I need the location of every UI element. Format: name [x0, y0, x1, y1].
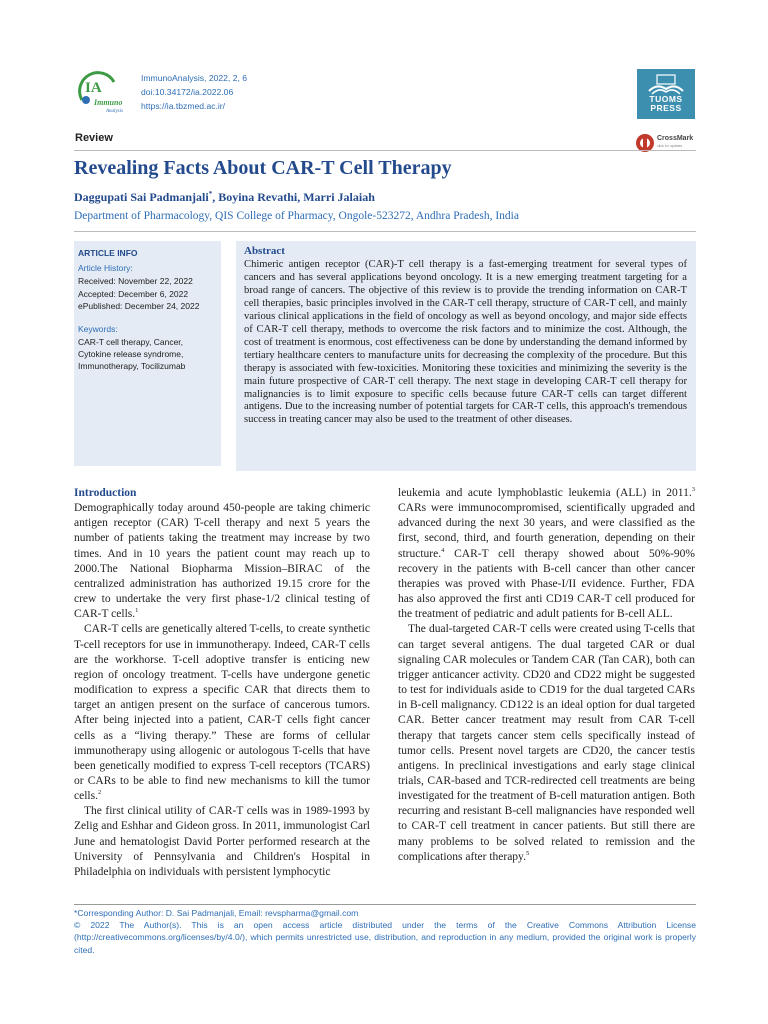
keywords-line: Immunotherapy, Tocilizumab: [78, 361, 186, 371]
authors-rest: , Boyina Revathi, Marri Jalaiah: [212, 190, 375, 204]
header-divider: [74, 150, 696, 151]
abstract-heading: Abstract: [244, 245, 285, 257]
paragraph: [74, 804, 370, 880]
citation-ref[interactable]: 2: [97, 789, 102, 797]
accepted-date: Accepted: December 6, 2022: [78, 289, 189, 299]
paragraph: [398, 622, 695, 865]
crossmark-label: CrossMark: [657, 135, 694, 142]
publisher-logo: [637, 69, 695, 119]
paragraph-text: CAR-T cells are genetically altered T-cells, to create synthetic T-cell receptors for use in immunotherapy. Indeed, CAR-T cells are the workhorse. T-cell adoptive transfer is enticing new region of oncology treatment. T-cells have undergone genetic modification to express a specific CAR that directs them to target an antigen present on the surface of cancerous tumors. After being injected into a patient, CAR-T cells fight cancer cells as a “living therapy.” These are forms of cellular immunotherapy using allogenic or autologous T-cells that have been genetically modified to express T-cell receptors (TCARS) or CARs to be able to find new mechanisms to kill the tumor cells.: [74, 623, 370, 803]
author-1: Daggupati Sai Padmanjali: [74, 190, 209, 204]
abstract-panel: [236, 241, 696, 471]
abstract-text: Chimeric antigen receptor (CAR)-T cell therapy is a fast-emerging treatment for several types of cancers and has several applications beyond oncology. It is a new emerging treatment targeting for a broad range of cancers. The objective of this review is to provide the trending information on CAR-T cell therapies, basic principles involved in the CAR-T cell therapy, structure of CAR-T cell, and mainly various clinical applications in the field of oncology as well as beyond oncology, and major side effects of CAR-T cell therapy, methods to overcome the risk factors and to minimize the cost. Although, the cost of treatment is enormous, cost effectiveness can be done by understanding the demand informed by tertiary healthcare centers to manufacture units for decreasing the complexity of the procedure. But this therapy is associated with few-toxicities. Monitoring these toxicities and minimizing the severity is the main future prospective of CAR-T cell therapy. The next stage in developing CAR-T cell therapy for malignancies is to limit exposure to specific cells because future CAR-T cells can target different antigens. Due to the increasing number of potential targets for CAR-T cells, this approach's tremendous success in treating cancer may also be used to the treatment of other diseases.: [244, 259, 687, 426]
citation-ref[interactable]: 1: [135, 607, 139, 615]
keywords-line: CAR-T cell therapy, Cancer,: [78, 337, 184, 347]
citation-ref[interactable]: 4: [441, 546, 445, 554]
citation-ref[interactable]: 5: [525, 849, 530, 857]
journal-logo-icon: [74, 70, 136, 114]
article-type: Review: [75, 132, 113, 144]
journal-logo: [74, 70, 136, 114]
journal-meta: [141, 71, 247, 113]
license-notice: © 2022 The Author(s). This is an open access article distributed under the terms of the Creative Commons Attribution License (http://creativecommons.org/licenses/by/4.0/), which permits unrestricted use, distribution, and reproduction in any medium, provided the original work is properly cited.: [74, 920, 696, 955]
received-date: Received: November 22, 2022: [78, 276, 193, 286]
affiliation: Department of Pharmacology, QIS College of Pharmacy, Ongole-523272, Andhra Pradesh, India: [74, 210, 519, 222]
article-title: Revealing Facts About CAR-T Cell Therapy: [74, 157, 452, 179]
paragraph-text: The first clinical utility of CAR-T cells was in 1989-1993 by Zelig and Eshhar and Gideon gross. In 2011, immunologist Carl June and hematologist David Porter performed research at the University of Pennsylvania and Children's Hospital in Philadelphia on individuals with persistent lymphocytic: [74, 805, 370, 878]
journal-citation: ImmunoAnalysis, 2022, 2, 6: [141, 73, 248, 83]
logo-word-analysis: Analysis: [106, 109, 123, 114]
publisher-line1: TUOMS: [649, 94, 683, 104]
paragraph: [74, 501, 370, 622]
keywords-label: Keywords:: [78, 324, 118, 334]
corresponding-mark: *: [208, 190, 213, 198]
publisher-name: [637, 95, 695, 113]
body-column-right: [398, 486, 695, 865]
paragraph-text: CAR-T cell therapy showed about 50%-90% recovery in the patients with B-cell cancer than other cancer therapies was proved with Phase-I/II evidence. Further, FDA has also approved the first anti CD19 CAR-T cell produced for the treatment of pediatric and adult patients for B-cell ALL.: [398, 547, 695, 621]
doi-link[interactable]: doi:10.34172/ia.2022.06: [141, 87, 234, 97]
paragraph-text: Demographically today around 450-people are taking chimeric antigen receptor (CAR) T-cell therapy and next 5 years the number of patients taking the treatment may increase by two times. And in 10 years the patient count may reach up to 2000.The National Biopharma Mission–BIRAC of the centralized administration has authorized 19.15 crore for the crew to undertake the very first phase-1/2 clinical testing of CAR-T cells.: [74, 502, 370, 621]
section-heading-introduction: Introduction: [74, 487, 137, 499]
article-info-heading: ARTICLE INFO: [78, 248, 138, 258]
article-info-panel: [74, 241, 221, 466]
paragraph-text: The dual-targeted CAR-T cells were created using T-cells that can target several antigens. The dual targeted CAR or dual signaling CAR molecules or Tandem CAR (Tan CAR), both can trigger anticancer activity. CD20 and CD22 might be suggested to test for individuals aside to CD19 for the dual targeted CARs in B-cell malignancy. CD122 is an ideal option for dual targeted CAR. Better cancer treatment may result from CAR T-cell therapy that targets cancer stem cells specifically instead of tumor cells. Present novel targets are CD20, the cancer testis antigens. In preclinical investigations and early stage clinical trials, CAR-based and TCR-redirected cell treatments are being investigated for the treatment of B-cell maturation antigen. Both recurring and resistant B-cell malignancies have responded well to CAR-T cell treatment in cancer patients. But still there are many problems to be solved related to remission and the complications after therapy.: [398, 623, 695, 863]
footer: [74, 907, 696, 956]
body-column-left: [74, 486, 370, 880]
publisher-line2: PRESS: [650, 103, 682, 113]
crossmark-sub: click for updates: [657, 144, 683, 148]
author-list: [74, 190, 375, 205]
paragraph-text: leukemia and acute lymphoblastic leukemia (ALL) in 2011.: [398, 487, 692, 499]
journal-url-link[interactable]: https://ia.tbzmed.ac.ir/: [141, 101, 226, 111]
paragraph-text: CARs were immunocompromised, scientifically upgraded and advanced during the next 30 years, and were classified as the first, second, third, and fourth generation, depending on their structure.: [398, 502, 695, 560]
paragraph: [398, 486, 695, 622]
logo-letters: IA: [85, 80, 102, 96]
paragraph: [74, 622, 370, 804]
affiliation-divider: [74, 231, 696, 232]
keywords-line: Cytokine release syndrome,: [78, 349, 184, 359]
corresponding-author: *Corresponding Author: D. Sai Padmanjali, Email: revspharma@gmail.com: [74, 908, 359, 918]
footer-divider: [74, 904, 696, 905]
citation-ref[interactable]: 3: [691, 486, 695, 494]
epublished-date: ePublished: December 24, 2022: [78, 301, 200, 311]
crossmark-button[interactable]: [635, 131, 695, 155]
logo-word-immuno: Immuno: [94, 98, 123, 107]
history-label: Article History:: [78, 263, 133, 273]
